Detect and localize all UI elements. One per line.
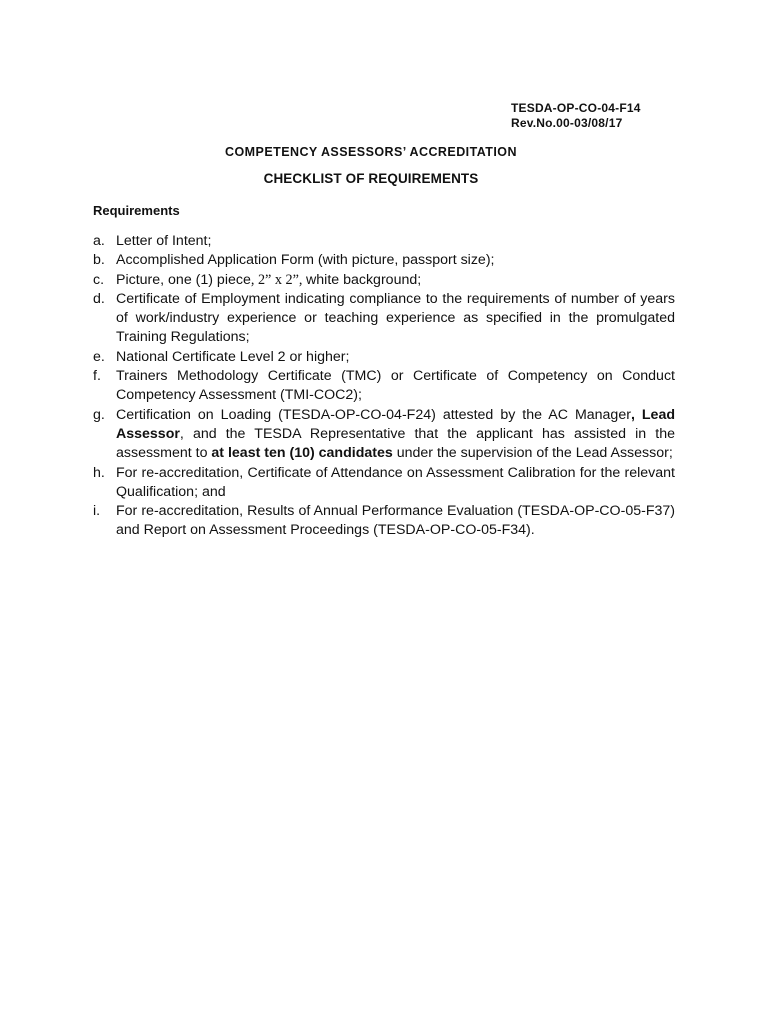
requirement-item — [93, 290, 675, 348]
requirement-marker: b. — [93, 252, 105, 269]
document-code-block — [511, 101, 641, 130]
document-subtitle: CHECKLIST OF REQUIREMENTS — [263, 171, 479, 186]
requirement-text: For re-accreditation, Results of Annual Performance Evaluation (TESDA-OP-CO-05-F37) and Report on Assessment Proceedings (TESDA-OP-CO-05-F34). — [116, 503, 675, 539]
requirements-list — [93, 232, 675, 541]
requirement-marker: g. — [93, 406, 105, 423]
requirement-text: , and the TESDA Representative that the applicant has assisted in the assessment to — [116, 425, 675, 462]
requirement-item — [93, 251, 675, 270]
requirement-item — [93, 367, 675, 406]
requirement-text: white background; — [306, 271, 422, 288]
requirement-marker: h. — [93, 464, 105, 481]
requirement-marker: i. — [93, 503, 101, 520]
requirement-emphasis: at least ten (10) candidates — [211, 445, 393, 462]
requirement-emphasis: , Lead Assessor — [116, 406, 676, 442]
requirements-heading: Requirements — [93, 203, 180, 218]
requirement-text: Letter of Intent; — [116, 233, 212, 249]
requirement-item — [93, 406, 675, 464]
requirement-text: National Certificate Level 2 or higher; — [116, 348, 350, 365]
requirement-item — [93, 502, 675, 541]
requirement-text: Picture, one (1) piece — [116, 271, 251, 288]
requirement-item — [93, 348, 675, 367]
requirement-text: Certification on Loading (TESDA-OP-CO-04-F24) attested by the AC Manager — [116, 406, 631, 423]
requirement-text: , 2” x 2”, — [250, 271, 307, 288]
requirement-marker: e. — [93, 348, 105, 365]
revision-number: Rev.No.00-03/08/17 — [511, 115, 623, 130]
form-code: TESDA-OP-CO-04-F14 — [511, 101, 641, 115]
requirement-item — [93, 464, 675, 503]
document-title: COMPETENCY ASSESSORS’ ACCREDITATION — [225, 145, 517, 159]
requirement-marker: f. — [93, 368, 101, 385]
requirement-text: under the supervision of the Lead Assessor; — [392, 445, 673, 462]
requirement-text: Trainers Methodology Certificate (TMC) or Certificate of Competency on Conduct Competency Assessment (TMI-COC2); — [116, 368, 675, 404]
requirement-text: For re-accreditation, Certificate of Attendance on Assessment Calibration for the relevant Qualification; and — [116, 464, 675, 500]
requirement-marker: d. — [93, 290, 105, 307]
requirement-item — [93, 271, 675, 290]
requirement-item — [93, 232, 675, 251]
requirement-text: Certificate of Employment indicating compliance to the requirements of number of years of work/industry experience or teaching experience as specified in the promulgated Training Regulations; — [116, 290, 675, 346]
requirement-marker: a. — [93, 233, 105, 249]
requirement-marker: c. — [93, 271, 105, 288]
requirement-text: Accomplished Application Form (with picture, passport size); — [116, 252, 495, 269]
